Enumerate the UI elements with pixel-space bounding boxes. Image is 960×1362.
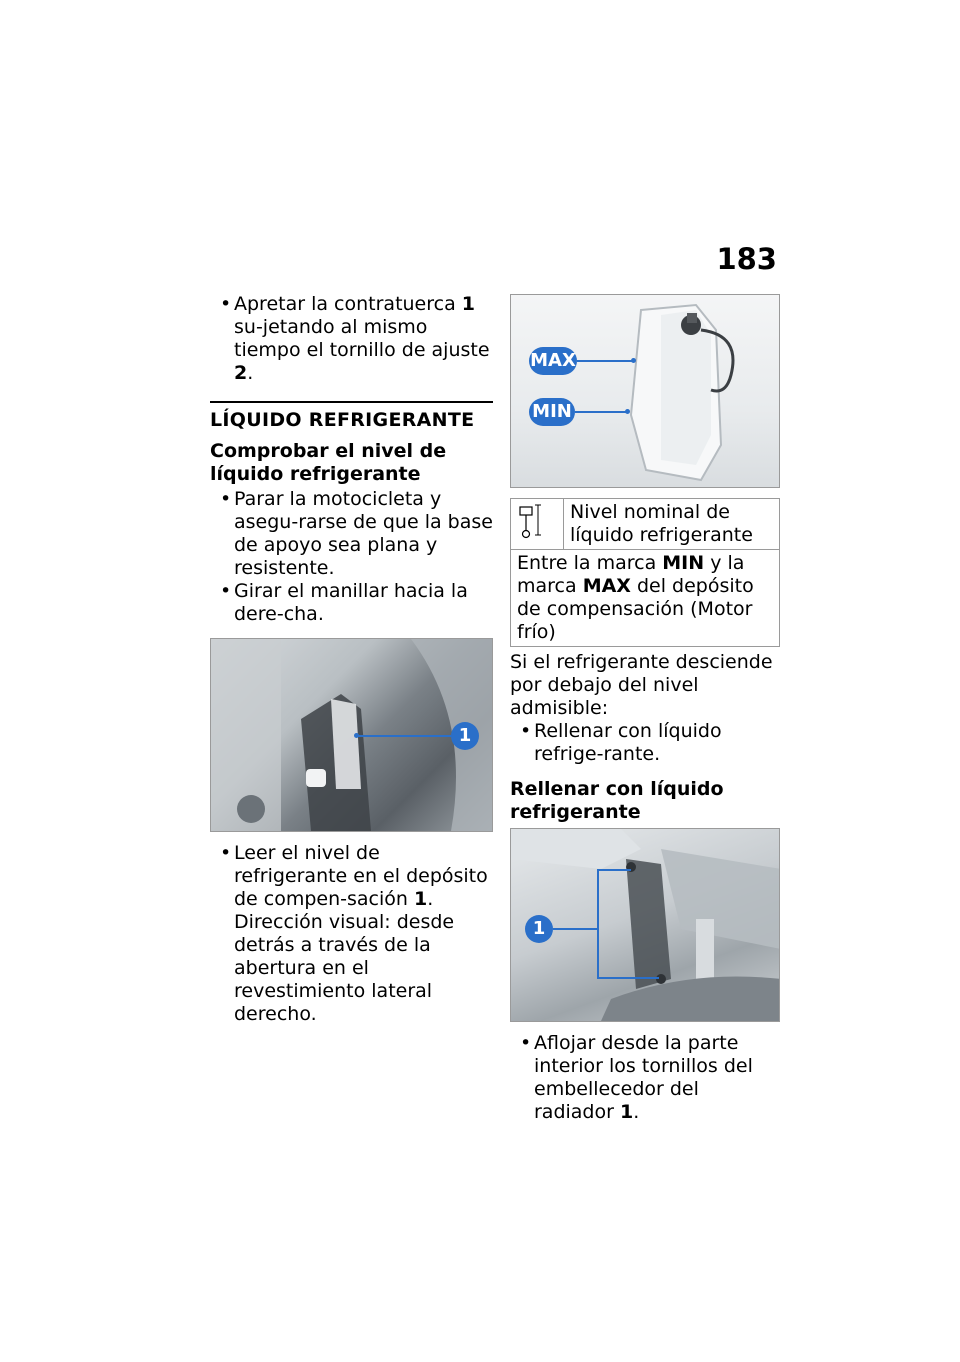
instruction-park-motorcycle: • Parar la motocicleta y asegu-rarse de que la base de apoyo sea plana y resistente. [210, 488, 493, 580]
leader-line [356, 735, 451, 737]
paragraph-low-level: Si el refrigerante desciende por debajo del nivel admisible: [510, 651, 773, 719]
coolant-spec-table [510, 498, 780, 647]
spec-icon-cell [511, 499, 564, 550]
reservoir-drawing [511, 295, 780, 487]
max-label-badge: MAX [529, 347, 577, 375]
leader-line-vertical [597, 869, 599, 979]
spec-value-cell: Entre la marca MIN y la marca MAX del depósito de compensación (Motor frío) [511, 550, 780, 647]
min-leader-dot [625, 409, 630, 414]
instruction-tighten-locknut: • Apretar la contratuerca 1 su-jetando al mismo tiempo el tornillo de ajuste 2. [210, 293, 493, 385]
radiator-trim-image [510, 828, 780, 1022]
coolant-level-icon [517, 524, 543, 546]
page-number: 183 [716, 242, 777, 276]
reservoir-marks-image [510, 294, 780, 488]
section-title: LÍQUIDO REFRIGERANTE [210, 401, 493, 432]
reservoir-location-image [210, 638, 493, 832]
leader-line-bottom [597, 977, 659, 979]
instruction-refill: • Rellenar con líquido refrige-rante. [510, 720, 780, 766]
min-leader-line [575, 411, 627, 413]
left-column [210, 293, 493, 1026]
callout-1: 1 [525, 915, 553, 943]
instruction-turn-handlebar: • Girar el manillar hacia la dere-cha. [210, 580, 493, 626]
callout-1: 1 [451, 722, 479, 750]
leader-line-top [597, 869, 631, 871]
subsection-title-check-level: Comprobar el nivel de líquido refrigerante [210, 440, 447, 485]
max-leader-line [577, 360, 633, 362]
instruction-loosen-screws: • Aflojar desde la parte interior los tornillos del embellecedor del radiador 1. [510, 1032, 780, 1124]
max-leader-dot [631, 358, 636, 363]
min-label-badge: MIN [529, 398, 575, 426]
right-column [510, 293, 780, 1124]
instruction-read-level: • Leer el nivel de refrigerante en el depósito de compen-sación 1. Dirección visual: desde detrás a través de la abertura en el revestimiento lateral derecho. [210, 842, 493, 1026]
subsection-title-refill: Rellenar con líquido refrigerante [510, 778, 724, 823]
spec-title-cell: Nivel nominal de líquido refrigerante [564, 499, 780, 550]
leader-line-horizontal [553, 928, 597, 930]
